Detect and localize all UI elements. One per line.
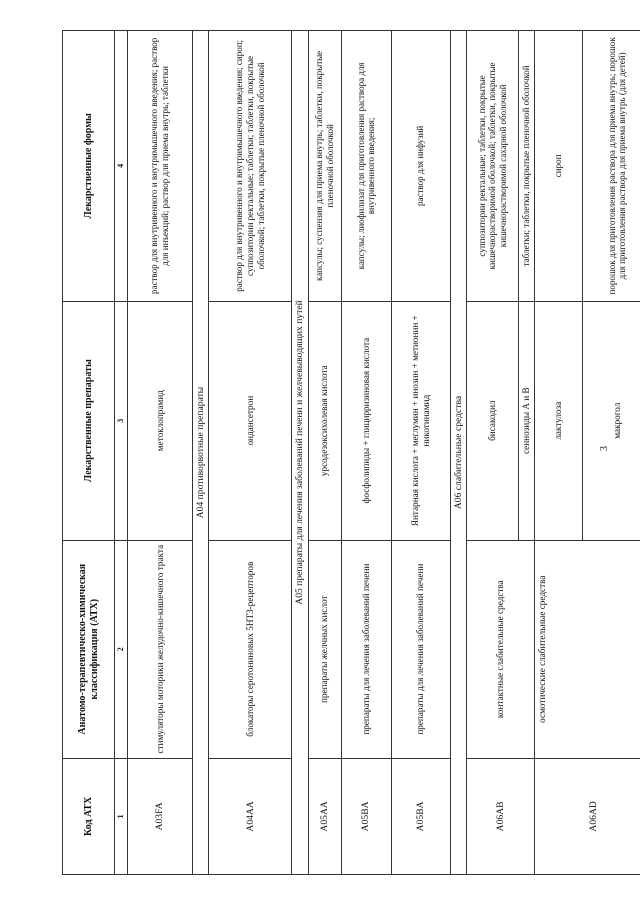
table-row — [341, 31, 391, 875]
dosage-forms: капсулы; лиофилизат для приготовления раствора для внутривенного введения; — [341, 31, 391, 302]
atc-group: препараты желчных кислот — [308, 540, 341, 758]
atc-code: A06AB — [466, 758, 534, 874]
drug-name: бисакодил — [466, 301, 518, 540]
dosage-forms: порошок для приготовления раствора для приема внутрь; порошок для приготовления раствора для приема внутрь (для детей) — [582, 31, 640, 302]
header-code: Код АТХ — [63, 758, 115, 874]
atc-code: A05BA — [391, 758, 450, 874]
table-header-row — [63, 31, 115, 875]
dosage-forms: раствор для внутривенного и внутримышечного введения; раствор для инъекций; раствор для приема внутрь; таблетки — [128, 31, 193, 302]
header-forms: Лекарственные формы — [63, 31, 115, 302]
rotated-table-container — [62, 30, 628, 875]
table-row — [128, 31, 193, 875]
drug-name: ондансетрон — [209, 301, 292, 540]
dosage-forms: раствор для инфузий — [391, 31, 450, 302]
atc-code: A03FA — [128, 758, 193, 874]
column-index-row — [115, 31, 128, 875]
page-number: 3 — [599, 446, 610, 451]
drug-name: сеннозиды А и В — [518, 301, 534, 540]
section-heading: A05 препараты для лечения заболеваний печени и желчевыводящих путей — [292, 31, 308, 875]
section-heading: A04 противорвотные препараты — [193, 31, 209, 875]
table-row — [466, 31, 518, 875]
atc-group: стимуляторы моторики желудочно-кишечного тракта — [128, 540, 193, 758]
header-drugs: Лекарственные препараты — [63, 301, 115, 540]
atc-code: A05AA — [308, 758, 341, 874]
drug-name: макрогол — [582, 301, 640, 540]
col-index: 1 — [115, 758, 128, 874]
atc-code: A04AA — [209, 758, 292, 874]
col-index: 2 — [115, 540, 128, 758]
section-row — [292, 31, 308, 875]
atc-code: A06AD — [534, 758, 640, 874]
atc-group: контактные слабительные средства — [466, 540, 534, 758]
table-row — [308, 31, 341, 875]
drug-name: Янтарная кислота + меглумин + инозин + метионин + никотинамид — [391, 301, 450, 540]
atc-group: блокаторы серотониновых 5HT3-рецепторов — [209, 540, 292, 758]
drug-name: метоклопрамид — [128, 301, 193, 540]
col-index: 3 — [115, 301, 128, 540]
dosage-forms: таблетки; таблетки, покрытые пленочной оболочкой — [518, 31, 534, 302]
dosage-forms: раствор для внутривенного и внутримышечного введения; сироп; суппозитории ректальные; таблетки; таблетки, покрытые оболочкой; таблетки, покрытые пленочной оболочкой — [209, 31, 292, 302]
atc-group: препараты для лечения заболеваний печени — [391, 540, 450, 758]
table-row — [391, 31, 450, 875]
atc-drug-table — [62, 30, 640, 875]
table-row — [534, 31, 582, 875]
section-row — [450, 31, 466, 875]
dosage-forms: сироп — [534, 31, 582, 302]
col-index: 4 — [115, 31, 128, 302]
atc-code: A05BA — [341, 758, 391, 874]
dosage-forms: суппозитории ректальные; таблетки, покрытые кишечнорастворимой оболочкой; таблетки, покрытые кишечнорастворимой сахарной оболочкой — [466, 31, 518, 302]
dosage-forms: капсулы; суспензия для приема внутрь; таблетки, покрытые пленочной оболочкой — [308, 31, 341, 302]
header-atc: Анатомо-терапевтическо-химическая классификация (АТХ) — [63, 540, 115, 758]
table-row — [209, 31, 292, 875]
atc-group: осмотические слабительные средства — [534, 540, 640, 758]
drug-name: лактулоза — [534, 301, 582, 540]
section-row — [193, 31, 209, 875]
drug-name: фосфолипиды + глицирризиновая кислота — [341, 301, 391, 540]
section-heading: A06 слабительные средства — [450, 31, 466, 875]
atc-group: препараты для лечения заболеваний печени — [341, 540, 391, 758]
drug-name: урсодезоксихолевая кислота — [308, 301, 341, 540]
